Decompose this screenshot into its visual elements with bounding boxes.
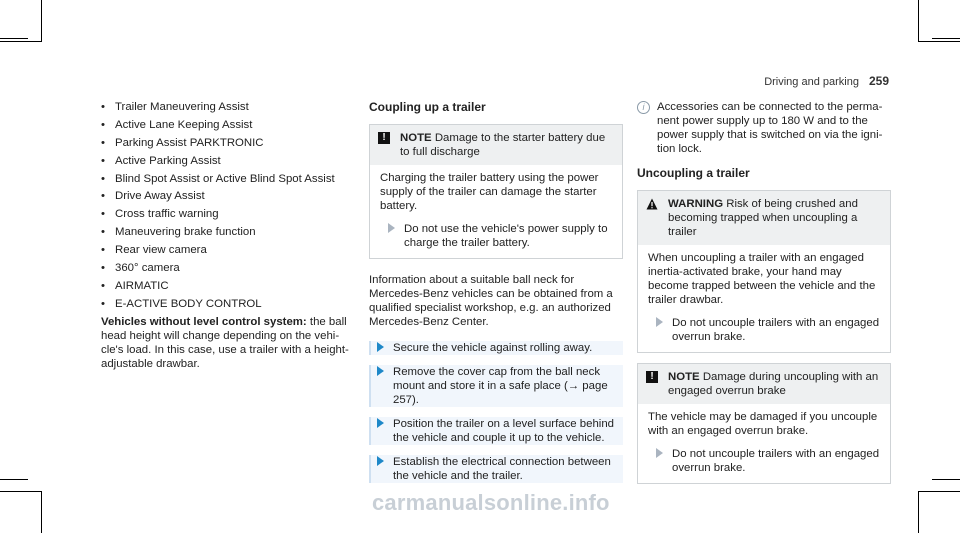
list-item: • Parking Assist PARKTRONIC [101, 136, 351, 150]
notice-title: Damage during uncoupling with an engaged overrun brake [668, 371, 879, 397]
list-item: • Active Parking Assist [101, 154, 351, 168]
note-lead: Vehicles without level control system: [101, 315, 307, 328]
crop-mark [0, 479, 28, 480]
column-left [101, 100, 351, 371]
accessories-tip [637, 100, 891, 156]
warning-title: Risk of being crushed and becoming trapped when uncoupling a trailer [668, 198, 858, 238]
arrow-right-icon [656, 448, 663, 458]
coupling-step [369, 341, 623, 355]
notice-title: Damage to the starter battery due to full discharge [400, 132, 606, 158]
notice-header [370, 125, 622, 165]
coupling-heading: Coupling up a trailer [369, 100, 486, 114]
warning-step [648, 316, 880, 344]
list-item: • E-ACTIVE BODY CONTROL [101, 297, 351, 311]
crop-mark [0, 41, 42, 42]
list-item: • Cross traffic warning [101, 207, 351, 221]
list-item: • AIRMATIC [101, 279, 351, 293]
arrow-right-icon [377, 342, 384, 352]
notice-text: The vehicle may be damaged if you uncouple with an engaged overrun brake. [648, 411, 878, 437]
notice-text: Charging the trailer battery using the power supply of the trailer can damage the starter battery. [380, 172, 599, 212]
list-item: • Trailer Maneuvering Assist [101, 100, 351, 114]
assist-systems-list [101, 100, 351, 311]
warning-box [637, 190, 891, 353]
arrow-right-icon [656, 317, 663, 327]
arrow-right-icon [388, 223, 395, 233]
step-text: Position the trailer on a level surface behind the vehicle and couple it up to the vehicle. [393, 418, 614, 444]
crop-mark [918, 0, 919, 42]
coupling-step [369, 365, 623, 407]
column-middle [369, 100, 623, 483]
warning-label: WARNING [668, 198, 724, 210]
step-text: Do not uncouple trailers with an engaged overrun brake. [672, 448, 880, 474]
section-title: Driving and parking [764, 76, 859, 88]
ball-neck-info: Information about a suitable ball neck for Mercedes-Benz vehicles can be obtained from a qualified specialist workshop, e.g. an authorized Mercedes-Benz Center. [369, 274, 613, 328]
list-item: • Blind Spot Assist or Active Blind Spot Assist [101, 172, 351, 186]
level-control-note [101, 315, 351, 371]
list-item: • Active Lane Keeping Assist [101, 118, 351, 132]
notice-step [380, 222, 612, 250]
list-item: • Drive Away Assist [101, 189, 351, 203]
step-text: Secure the vehicle against rolling away. [393, 342, 593, 354]
step-text: Establish the electrical connection between the vehicle and the trailer. [393, 456, 611, 482]
note-text: the ball head height will change depending on the vehi- cle's load. In this case, use a trailer with a height- adjustable drawbar. [101, 315, 349, 370]
crop-mark [932, 479, 960, 480]
notice-box [637, 363, 891, 484]
step-text: Do not use the vehicle's power supply to charge the trailer battery. [404, 223, 608, 249]
info-icon: i [637, 101, 650, 114]
arrow-right-icon [377, 456, 384, 466]
notice-header [638, 364, 890, 404]
warning-body [638, 245, 890, 352]
tip-text: Accessories can be connected to the perma- nent power supply up to 180 W and to the power supply that is switched on via the igni- tion lock. [657, 101, 883, 155]
notice-box [369, 124, 623, 259]
crop-mark [918, 491, 960, 492]
notice-body [370, 165, 622, 258]
notice-label: NOTE [668, 371, 700, 383]
step-text: Remove the cover cap from the ball neck mount and store it in a safe place (→ page 257). [393, 366, 608, 406]
crop-mark [41, 0, 42, 42]
crop-mark [932, 38, 960, 39]
notice-body [638, 404, 890, 483]
notice-step [648, 447, 880, 475]
crop-mark [0, 38, 28, 39]
notice-label: NOTE [400, 132, 432, 144]
arrow-right-icon [377, 418, 384, 428]
warning-triangle-icon [646, 198, 658, 210]
warning-text: When uncoupling a trailer with an engaged inertia-activated brake, your hand may become trapped between the vehicle and the trailer drawbar. [648, 252, 876, 306]
crop-mark [0, 491, 42, 492]
list-item: • Rear view camera [101, 243, 351, 257]
watermark: carmanualsonline.info [372, 490, 610, 515]
crop-mark [41, 491, 42, 533]
crop-mark [918, 491, 919, 533]
exclamation-icon: ! [646, 371, 658, 383]
uncoupling-heading: Uncoupling a trailer [637, 166, 750, 180]
crop-mark [918, 41, 960, 42]
coupling-step [369, 417, 623, 445]
arrow-right-icon [377, 366, 384, 376]
column-right [637, 100, 891, 494]
warning-header [638, 191, 890, 245]
page-header [764, 74, 889, 89]
page-number: 259 [868, 74, 889, 88]
coupling-step [369, 455, 623, 483]
exclamation-icon: ! [378, 132, 390, 144]
step-text: Do not uncouple trailers with an engaged overrun brake. [672, 317, 880, 343]
list-item: • Maneuvering brake function [101, 225, 351, 239]
list-item: • 360° camera [101, 261, 351, 275]
